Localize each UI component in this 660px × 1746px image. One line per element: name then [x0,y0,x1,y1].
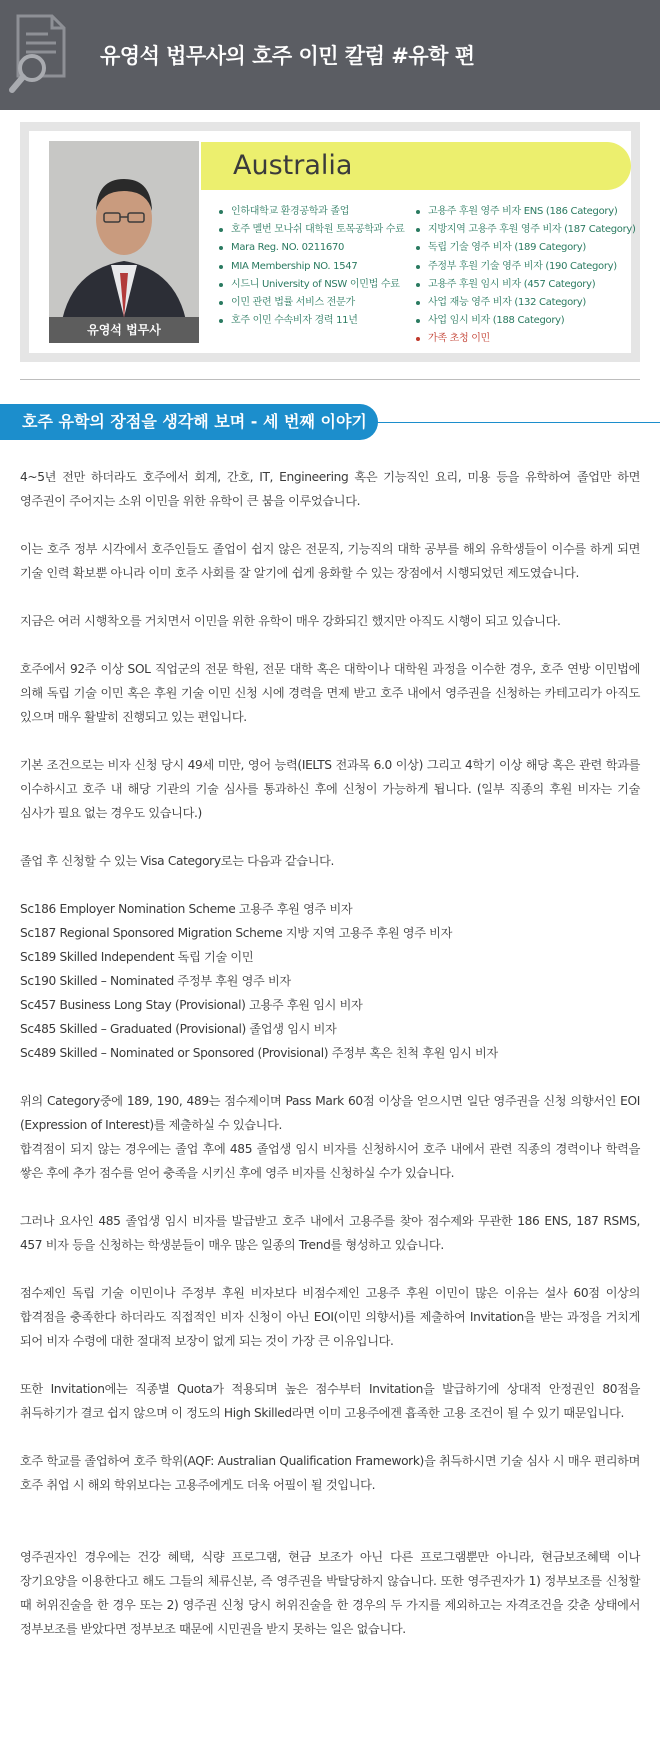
section-header [0,404,660,440]
article-paragraph: 졸업 후 신청할 수 있는 Visa Category로는 다음과 같습니다. [20,854,335,868]
visa-service-item: 독립 기술 영주 비자 (189 Category) [414,239,636,257]
visa-category-item: Sc485 Skilled – Graduated (Provisional) 졸업생 임시 비자 [20,1022,337,1036]
photo-caption: 유영석 법무사 [49,317,199,343]
visa-category-item: Sc457 Business Long Stay (Provisional) 고용주 후원 임시 비자 [20,998,363,1012]
visa-service-item: 사업 재능 영주 비자 (132 Category) [414,294,636,312]
document-search-icon [8,10,72,100]
visa-service-item: 고용주 후원 임시 비자 (457 Category) [414,276,636,294]
article-paragraph: 위의 Category중에 189, 190, 489는 점수제이며 Pass Mark 60점 이상을 얻으시면 일단 영주권을 신청 의향서인 EOI (Expression of Interest)를 제출하실 수 있습니다. [20,1094,640,1132]
profile-card [20,122,640,362]
visa-service-item: 가족 초청 이민 [414,330,636,348]
qualification-item: 호주 멜번 모나쉬 대학원 토목공학과 수료 [217,221,405,239]
visa-category-item: Sc489 Skilled – Nominated or Sponsored (Provisional) 주정부 혹은 친척 후원 임시 비자 [20,1046,498,1060]
qualification-item: 시드니 University of NSW 이민법 수료 [217,276,405,294]
section-divider [20,379,640,380]
country-label: Australia [233,150,353,181]
article-paragraph: 기본 조건으로는 비자 신청 당시 49세 미만, 영어 능력(IELTS 전과목 6.0 이상) 그리고 4학기 이상 해당 혹은 관련 학과를 이수하시고 호주 내 해당 기관의 기술 심사를 통과하신 후에 신청이 가능하게 됩니다. (일부 직종의 후원 비자는 기술 심사가 필요 없는 경우도 있습니다.) [20,758,640,820]
article-paragraph: 호주에서 92주 이상 SOL 직업군의 전문 학원, 전문 대학 혹은 대학이나 대학원 과정을 이수한 경우, 호주 연방 이민법에 의해 독립 기술 이민 혹은 후원 기술 이민 신청 시에 경력을 면제 받고 호주 내에서 영주권을 신청하는 카테고리가 아직도 있으며 매우 활발히 진행되고 있는 편입니다. [20,662,640,724]
visa-service-item: 주정부 후원 기술 영주 비자 (190 Category) [414,258,636,276]
visa-category-item: Sc189 Skilled Independent 독립 기술 이민 [20,950,254,964]
page-title: 유영석 법무사의 호주 이민 칼럼 #유학 편 [100,44,475,68]
article-paragraph: 영주권자인 경우에는 건강 혜택, 식량 프로그램, 현금 보조가 아닌 다른 프로그램뿐만 아니라, 현금보조혜택 이나 장기요양을 이용한다고 해도 그들의 체류신분, 즉 영주권을 박탈당하지 않습니다. 또한 영주권자가 1) 정부보조를 신청할 때 허위진술을 한 경우 또는 2) 영주권 신청 당시 허위진술을 한 경우의 두 가지를 제외하고는 자격조건을 갖춘 상태에서 정부보조를 받았다면 정부보조 때문에 시민권을 받지 못하는 일은 없습니다. [20,1550,640,1636]
lawyer-photo [49,141,199,343]
qualification-item: 인하대학교 환경공학과 졸업 [217,203,405,221]
article-paragraph: 호주 학교를 졸업하여 호주 학위(AQF: Australian Qualification Framework)을 취득하시면 기술 심사 시 매우 편리하며 호주 취업 시 해외 학위보다는 고용주에게도 더욱 어필이 될 것입니다. [20,1454,640,1492]
qualification-item: MIA Membership NO. 1547 [217,258,405,276]
visa-service-item: 지방지역 고용주 후원 영주 비자 (187 Category) [414,221,636,239]
visa-service-item: 고용주 후원 영주 비자 ENS (186 Category) [414,203,636,221]
visa-service-list [414,203,636,349]
profile-inner [29,131,636,353]
visa-category-item: Sc186 Employer Nomination Scheme 고용주 후원 영주 비자 [20,902,353,916]
qualification-list [217,203,405,330]
visa-category-list [20,897,640,1065]
portrait-image [49,141,199,343]
visa-service-item: 사업 임시 비자 (188 Category) [414,312,636,330]
article-paragraph: 합격점이 되지 않는 경우에는 졸업 후에 485 졸업생 임시 비자를 신청하시어 호주 내에서 관련 직종의 경력이나 학력을 쌓은 후에 추가 점수를 얻어 충족을 시키신 후에 영주 비자를 신청하실 수가 있습니다. [20,1142,640,1180]
article-paragraph: 점수제인 독립 기술 이민이나 주정부 후원 비자보다 비점수제인 고용주 후원 이민이 많은 이유는 설사 60점 이상의 합격점을 충족한다 하더라도 직접적인 비자 신청이 아닌 EOI(이민 의향서)를 제출하여 Invitation을 받는 과정을 거치게 되어 비자 수령에 대한 절대적 보장이 없게 되는 것이 가장 큰 이유입니다. [20,1286,640,1348]
article-paragraph: 지금은 여러 시행착오를 거치면서 이민을 위한 유학이 매우 강화되긴 했지만 아직도 시행이 되고 있습니다. [20,614,561,628]
article-paragraph: 4~5년 전만 하더라도 호주에서 회계, 간호, IT, Engineering 혹은 기능직인 요리, 미용 등을 유학하여 졸업만 하면 영주권이 주어지는 소위 이민을 위한 유학이 큰 붐을 이루었습니다. [20,470,640,508]
qualification-item: 이민 관련 법률 서비스 전문가 [217,294,405,312]
qualification-item: 호주 이민 수속비자 경력 11년 [217,312,405,330]
article-paragraph: 이는 호주 정부 시각에서 호주인들도 졸업이 쉽지 않은 전문직, 기능직의 대학 공부를 해외 유학생들이 이수를 하게 되면 기술 인력 확보뿐 아니라 이미 호주 사회를 잘 알기에 쉽게 융화할 수 있는 장점에서 시행되었던 제도였습니다. [20,542,640,580]
qualification-item: Mara Reg. NO. 0211670 [217,239,405,257]
section-title: 호주 유학의 장점을 생각해 보며 - 세 번째 이야기 [0,404,378,440]
country-banner [201,142,631,190]
column-header [0,0,660,110]
article-paragraph: 또한 Invitation에는 직종별 Quota가 적용되며 높은 점수부터 Invitation을 발급하기에 상대적 안정권인 80점을 취득하기가 결코 쉽지 않으며 이 정도의 High Skilled라면 이미 고용주에겐 흡족한 고용 조건이 될 수 있기 때문입니다. [20,1382,640,1420]
article-paragraph: 그러나 요사인 485 졸업생 임시 비자를 발급받고 호주 내에서 고용주를 찾아 점수제와 무관한 186 ENS, 187 RSMS, 457 비자 등을 신청하는 학생분들이 매우 많은 일종의 Trend를 형성하고 있습니다. [20,1214,640,1252]
visa-category-item: Sc187 Regional Sponsored Migration Scheme 지방 지역 고용주 후원 영주 비자 [20,926,452,940]
visa-category-item: Sc190 Skilled – Nominated 주정부 후원 영주 비자 [20,974,291,988]
article-body [0,440,660,1641]
